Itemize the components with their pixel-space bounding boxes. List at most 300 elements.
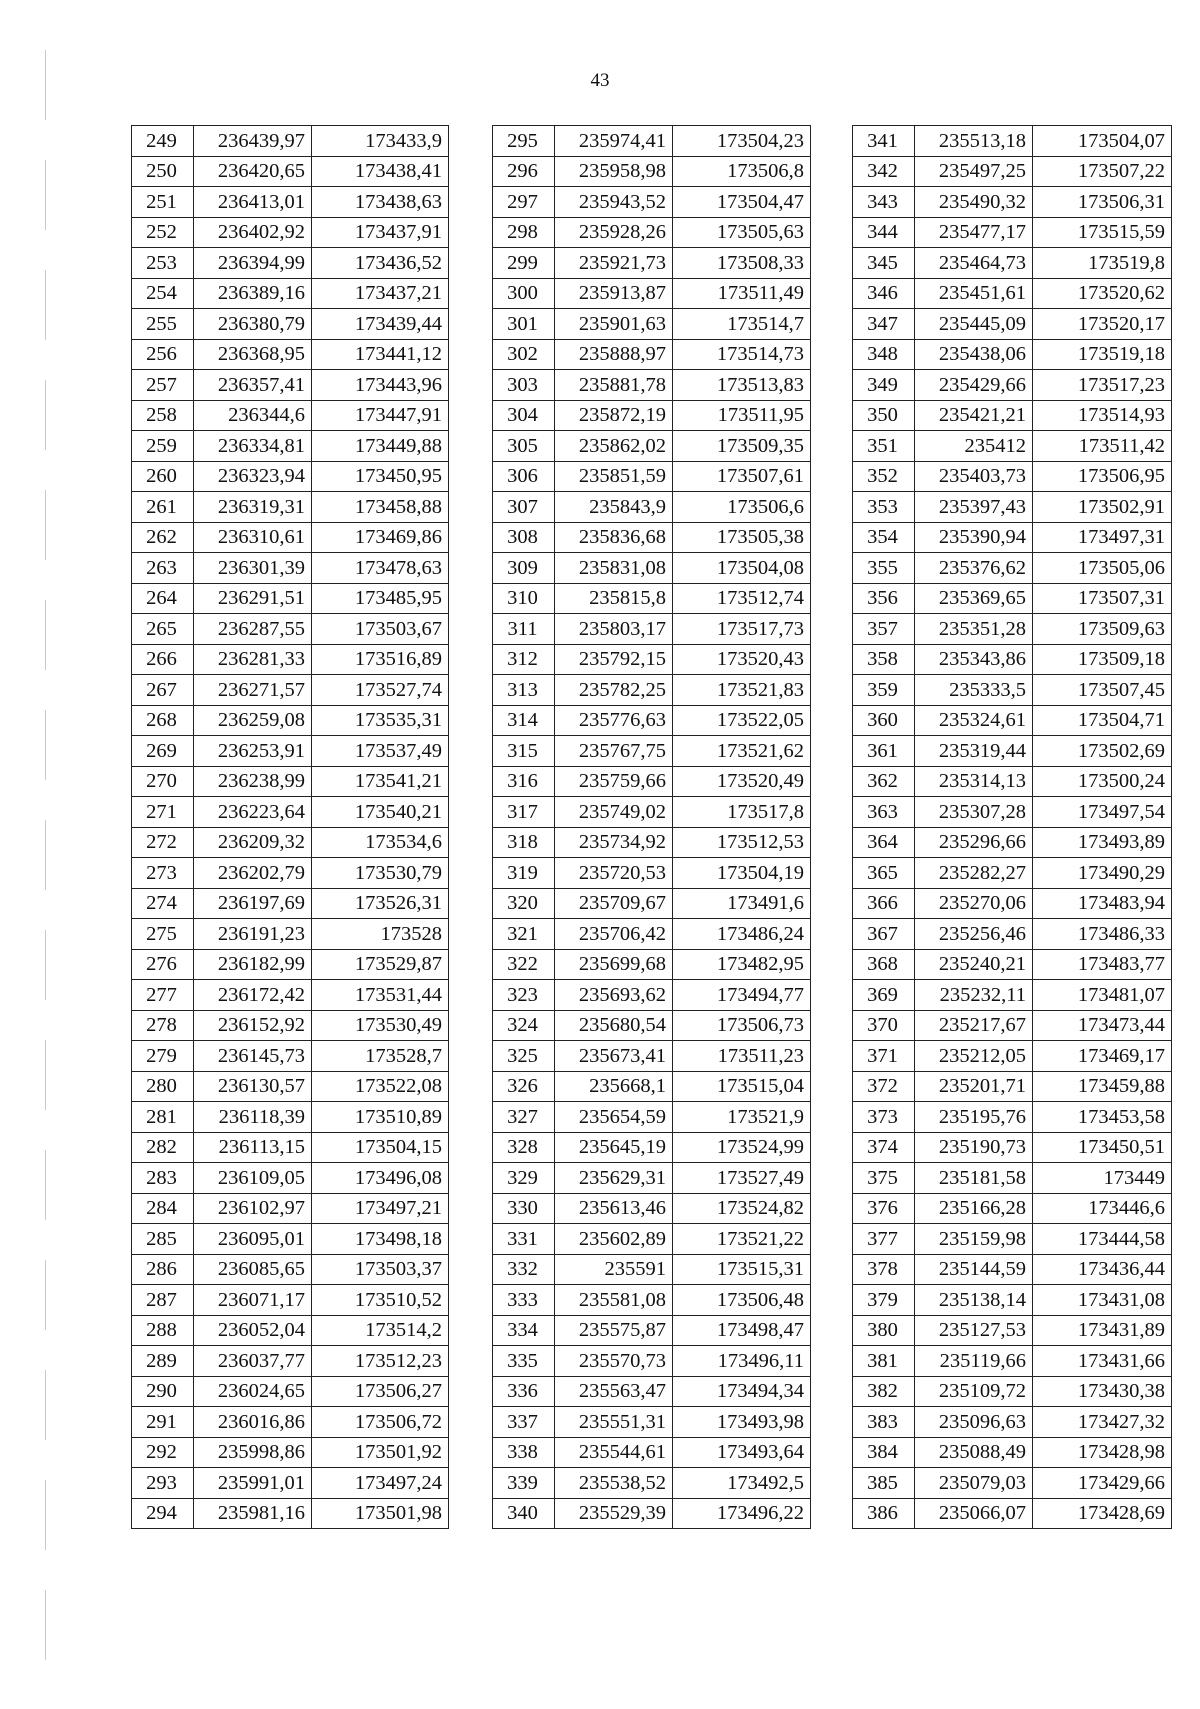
y-coordinate-cell: 173431,89 — [1033, 1315, 1172, 1346]
table-row — [853, 1315, 1172, 1346]
y-coordinate-cell: 173428,98 — [1033, 1437, 1172, 1468]
point-number-cell: 261 — [132, 492, 194, 523]
y-coordinate-cell: 173497,54 — [1033, 797, 1172, 828]
table-row — [493, 156, 811, 187]
table-row — [132, 705, 449, 736]
x-coordinate-cell: 236113,15 — [194, 1132, 312, 1163]
table-row — [493, 1437, 811, 1468]
point-number-cell: 330 — [493, 1193, 555, 1224]
x-coordinate-cell: 235581,08 — [555, 1285, 673, 1316]
y-coordinate-cell: 173502,69 — [1033, 736, 1172, 767]
x-coordinate-cell: 236024,65 — [194, 1376, 312, 1407]
y-coordinate-cell: 173514,7 — [673, 309, 811, 340]
x-coordinate-cell: 236389,16 — [194, 278, 312, 309]
table-row — [493, 278, 811, 309]
y-coordinate-cell: 173510,52 — [312, 1285, 449, 1316]
table-row — [493, 736, 811, 767]
table-row — [493, 1315, 811, 1346]
point-number-cell: 272 — [132, 827, 194, 858]
y-coordinate-cell: 173497,24 — [312, 1468, 449, 1499]
point-number-cell: 368 — [853, 949, 915, 980]
y-coordinate-cell: 173469,86 — [312, 522, 449, 553]
y-coordinate-cell: 173473,44 — [1033, 1010, 1172, 1041]
table-row — [493, 339, 811, 370]
x-coordinate-cell: 235307,28 — [915, 797, 1033, 828]
x-coordinate-cell: 235324,61 — [915, 705, 1033, 736]
point-number-cell: 290 — [132, 1376, 194, 1407]
x-coordinate-cell: 235066,07 — [915, 1498, 1033, 1529]
y-coordinate-cell: 173511,23 — [673, 1041, 811, 1072]
coordinates-table-1 — [131, 125, 449, 1529]
point-number-cell: 277 — [132, 980, 194, 1011]
x-coordinate-cell: 235709,67 — [555, 888, 673, 919]
y-coordinate-cell: 173534,6 — [312, 827, 449, 858]
point-number-cell: 319 — [493, 858, 555, 889]
point-number-cell: 337 — [493, 1407, 555, 1438]
y-coordinate-cell: 173508,33 — [673, 248, 811, 279]
table-row — [132, 1254, 449, 1285]
y-coordinate-cell: 173494,34 — [673, 1376, 811, 1407]
y-coordinate-cell: 173498,47 — [673, 1315, 811, 1346]
y-coordinate-cell: 173540,21 — [312, 797, 449, 828]
table-row — [493, 766, 811, 797]
y-coordinate-cell: 173429,66 — [1033, 1468, 1172, 1499]
y-coordinate-cell: 173520,43 — [673, 644, 811, 675]
point-number-cell: 324 — [493, 1010, 555, 1041]
point-number-cell: 270 — [132, 766, 194, 797]
x-coordinate-cell: 235403,73 — [915, 461, 1033, 492]
x-coordinate-cell: 236109,05 — [194, 1163, 312, 1194]
table-row — [132, 553, 449, 584]
point-number-cell: 287 — [132, 1285, 194, 1316]
x-coordinate-cell: 236291,51 — [194, 583, 312, 614]
table-row — [132, 858, 449, 889]
y-coordinate-cell: 173520,49 — [673, 766, 811, 797]
table-row — [853, 1285, 1172, 1316]
point-number-cell: 334 — [493, 1315, 555, 1346]
x-coordinate-cell: 235888,97 — [555, 339, 673, 370]
table-row — [493, 187, 811, 218]
x-coordinate-cell: 236301,39 — [194, 553, 312, 584]
x-coordinate-cell: 235513,18 — [915, 126, 1033, 157]
x-coordinate-cell: 235776,63 — [555, 705, 673, 736]
table-row — [493, 1498, 811, 1529]
x-coordinate-cell: 236202,79 — [194, 858, 312, 889]
x-coordinate-cell: 236439,97 — [194, 126, 312, 157]
y-coordinate-cell: 173524,99 — [673, 1132, 811, 1163]
point-number-cell: 289 — [132, 1346, 194, 1377]
table-row — [132, 1376, 449, 1407]
table-row — [132, 1285, 449, 1316]
point-number-cell: 295 — [493, 126, 555, 157]
table-row — [132, 583, 449, 614]
x-coordinate-cell: 235464,73 — [915, 248, 1033, 279]
point-number-cell: 257 — [132, 370, 194, 401]
point-number-cell: 346 — [853, 278, 915, 309]
y-coordinate-cell: 173447,91 — [312, 400, 449, 431]
table-row — [853, 1010, 1172, 1041]
x-coordinate-cell: 236344,6 — [194, 400, 312, 431]
point-number-cell: 352 — [853, 461, 915, 492]
table-row — [493, 1010, 811, 1041]
x-coordinate-cell: 236071,17 — [194, 1285, 312, 1316]
point-number-cell: 318 — [493, 827, 555, 858]
x-coordinate-cell: 236052,04 — [194, 1315, 312, 1346]
point-number-cell: 386 — [853, 1498, 915, 1529]
table-row — [853, 461, 1172, 492]
table-row — [493, 949, 811, 980]
point-number-cell: 263 — [132, 553, 194, 584]
x-coordinate-cell: 235943,52 — [555, 187, 673, 218]
x-coordinate-cell: 235991,01 — [194, 1468, 312, 1499]
point-number-cell: 366 — [853, 888, 915, 919]
y-coordinate-cell: 173521,9 — [673, 1102, 811, 1133]
table-row — [853, 1468, 1172, 1499]
point-number-cell: 322 — [493, 949, 555, 980]
x-coordinate-cell: 235881,78 — [555, 370, 673, 401]
point-number-cell: 262 — [132, 522, 194, 553]
point-number-cell: 342 — [853, 156, 915, 187]
table-row — [493, 827, 811, 858]
x-coordinate-cell: 235212,05 — [915, 1041, 1033, 1072]
point-number-cell: 267 — [132, 675, 194, 706]
y-coordinate-cell: 173516,89 — [312, 644, 449, 675]
x-coordinate-cell: 236271,57 — [194, 675, 312, 706]
x-coordinate-cell: 236368,95 — [194, 339, 312, 370]
y-coordinate-cell: 173515,04 — [673, 1071, 811, 1102]
x-coordinate-cell: 235497,25 — [915, 156, 1033, 187]
table-row — [132, 522, 449, 553]
x-coordinate-cell: 235921,73 — [555, 248, 673, 279]
point-number-cell: 296 — [493, 156, 555, 187]
table-row — [853, 217, 1172, 248]
y-coordinate-cell: 173436,52 — [312, 248, 449, 279]
point-number-cell: 266 — [132, 644, 194, 675]
table-row — [493, 980, 811, 1011]
x-coordinate-cell: 235282,27 — [915, 858, 1033, 889]
table-row — [853, 1407, 1172, 1438]
point-number-cell: 328 — [493, 1132, 555, 1163]
table-row — [493, 1041, 811, 1072]
point-number-cell: 379 — [853, 1285, 915, 1316]
table-row — [132, 1193, 449, 1224]
y-coordinate-cell: 173524,82 — [673, 1193, 811, 1224]
x-coordinate-cell: 235767,75 — [555, 736, 673, 767]
x-coordinate-cell: 235144,59 — [915, 1254, 1033, 1285]
point-number-cell: 345 — [853, 248, 915, 279]
x-coordinate-cell: 236016,86 — [194, 1407, 312, 1438]
x-coordinate-cell: 235232,11 — [915, 980, 1033, 1011]
point-number-cell: 300 — [493, 278, 555, 309]
table-row — [853, 492, 1172, 523]
x-coordinate-cell: 235412 — [915, 431, 1033, 462]
y-coordinate-cell: 173510,89 — [312, 1102, 449, 1133]
table-row — [493, 1346, 811, 1377]
y-coordinate-cell: 173504,19 — [673, 858, 811, 889]
x-coordinate-cell: 235088,49 — [915, 1437, 1033, 1468]
x-coordinate-cell: 236259,08 — [194, 705, 312, 736]
x-coordinate-cell: 235699,68 — [555, 949, 673, 980]
table-row — [493, 1102, 811, 1133]
table-row — [132, 187, 449, 218]
x-coordinate-cell: 235836,68 — [555, 522, 673, 553]
table-row — [493, 217, 811, 248]
point-number-cell: 344 — [853, 217, 915, 248]
y-coordinate-cell: 173517,73 — [673, 614, 811, 645]
x-coordinate-cell: 235803,17 — [555, 614, 673, 645]
y-coordinate-cell: 173506,27 — [312, 1376, 449, 1407]
table-row — [853, 156, 1172, 187]
x-coordinate-cell: 236238,99 — [194, 766, 312, 797]
point-number-cell: 358 — [853, 644, 915, 675]
point-number-cell: 311 — [493, 614, 555, 645]
table-row — [853, 1102, 1172, 1133]
y-coordinate-cell: 173520,17 — [1033, 309, 1172, 340]
y-coordinate-cell: 173498,18 — [312, 1224, 449, 1255]
point-number-cell: 331 — [493, 1224, 555, 1255]
table-row — [493, 1163, 811, 1194]
x-coordinate-cell: 236420,65 — [194, 156, 312, 187]
y-coordinate-cell: 173504,08 — [673, 553, 811, 584]
table-row — [132, 1224, 449, 1255]
table-row — [132, 736, 449, 767]
x-coordinate-cell: 235240,21 — [915, 949, 1033, 980]
table-row — [132, 339, 449, 370]
table-row — [132, 156, 449, 187]
x-coordinate-cell: 235613,46 — [555, 1193, 673, 1224]
point-number-cell: 367 — [853, 919, 915, 950]
y-coordinate-cell: 173506,95 — [1033, 461, 1172, 492]
point-number-cell: 274 — [132, 888, 194, 919]
y-coordinate-cell: 173450,51 — [1033, 1132, 1172, 1163]
y-coordinate-cell: 173512,53 — [673, 827, 811, 858]
y-coordinate-cell: 173522,08 — [312, 1071, 449, 1102]
y-coordinate-cell: 173483,94 — [1033, 888, 1172, 919]
x-coordinate-cell: 235079,03 — [915, 1468, 1033, 1499]
table-row — [132, 1346, 449, 1377]
x-coordinate-cell: 235591 — [555, 1254, 673, 1285]
point-number-cell: 291 — [132, 1407, 194, 1438]
point-number-cell: 275 — [132, 919, 194, 950]
table-row — [132, 919, 449, 950]
x-coordinate-cell: 235734,92 — [555, 827, 673, 858]
x-coordinate-cell: 236118,39 — [194, 1102, 312, 1133]
x-coordinate-cell: 235296,66 — [915, 827, 1033, 858]
point-number-cell: 372 — [853, 1071, 915, 1102]
point-number-cell: 356 — [853, 583, 915, 614]
y-coordinate-cell: 173506,6 — [673, 492, 811, 523]
table-row — [853, 1254, 1172, 1285]
table-row — [132, 1498, 449, 1529]
y-coordinate-cell: 173492,5 — [673, 1468, 811, 1499]
point-number-cell: 281 — [132, 1102, 194, 1133]
y-coordinate-cell: 173517,8 — [673, 797, 811, 828]
point-number-cell: 304 — [493, 400, 555, 431]
y-coordinate-cell: 173493,64 — [673, 1437, 811, 1468]
x-coordinate-cell: 236102,97 — [194, 1193, 312, 1224]
y-coordinate-cell: 173504,15 — [312, 1132, 449, 1163]
point-number-cell: 265 — [132, 614, 194, 645]
x-coordinate-cell: 235490,32 — [915, 187, 1033, 218]
point-number-cell: 253 — [132, 248, 194, 279]
y-coordinate-cell: 173497,31 — [1033, 522, 1172, 553]
point-number-cell: 249 — [132, 126, 194, 157]
x-coordinate-cell: 235563,47 — [555, 1376, 673, 1407]
y-coordinate-cell: 173514,2 — [312, 1315, 449, 1346]
table-row — [132, 1437, 449, 1468]
x-coordinate-cell: 236085,65 — [194, 1254, 312, 1285]
table-row — [853, 1498, 1172, 1529]
y-coordinate-cell: 173530,49 — [312, 1010, 449, 1041]
y-coordinate-cell: 173512,74 — [673, 583, 811, 614]
y-coordinate-cell: 173431,66 — [1033, 1346, 1172, 1377]
x-coordinate-cell: 235529,39 — [555, 1498, 673, 1529]
x-coordinate-cell: 236319,31 — [194, 492, 312, 523]
x-coordinate-cell: 235314,13 — [915, 766, 1033, 797]
y-coordinate-cell: 173469,17 — [1033, 1041, 1172, 1072]
point-number-cell: 307 — [493, 492, 555, 523]
point-number-cell: 353 — [853, 492, 915, 523]
x-coordinate-cell: 235749,02 — [555, 797, 673, 828]
y-coordinate-cell: 173505,06 — [1033, 553, 1172, 584]
y-coordinate-cell: 173515,59 — [1033, 217, 1172, 248]
table-row — [493, 1468, 811, 1499]
y-coordinate-cell: 173506,48 — [673, 1285, 811, 1316]
y-coordinate-cell: 173478,63 — [312, 553, 449, 584]
coordinates-table-2 — [492, 125, 811, 1529]
x-coordinate-cell: 235166,28 — [915, 1193, 1033, 1224]
point-number-cell: 252 — [132, 217, 194, 248]
x-coordinate-cell: 235668,1 — [555, 1071, 673, 1102]
x-coordinate-cell: 236281,33 — [194, 644, 312, 675]
x-coordinate-cell: 235575,87 — [555, 1315, 673, 1346]
y-coordinate-cell: 173530,79 — [312, 858, 449, 889]
x-coordinate-cell: 236130,57 — [194, 1071, 312, 1102]
y-coordinate-cell: 173449 — [1033, 1163, 1172, 1194]
y-coordinate-cell: 173527,49 — [673, 1163, 811, 1194]
table-row — [132, 1407, 449, 1438]
point-number-cell: 350 — [853, 400, 915, 431]
point-number-cell: 269 — [132, 736, 194, 767]
point-number-cell: 347 — [853, 309, 915, 340]
y-coordinate-cell: 173511,95 — [673, 400, 811, 431]
point-number-cell: 375 — [853, 1163, 915, 1194]
y-coordinate-cell: 173511,42 — [1033, 431, 1172, 462]
point-number-cell: 380 — [853, 1315, 915, 1346]
point-number-cell: 312 — [493, 644, 555, 675]
point-number-cell: 301 — [493, 309, 555, 340]
point-number-cell: 298 — [493, 217, 555, 248]
point-number-cell: 279 — [132, 1041, 194, 1072]
table-row — [853, 309, 1172, 340]
y-coordinate-cell: 173513,83 — [673, 370, 811, 401]
table-row — [853, 1193, 1172, 1224]
y-coordinate-cell: 173438,41 — [312, 156, 449, 187]
y-coordinate-cell: 173504,47 — [673, 187, 811, 218]
y-coordinate-cell: 173501,92 — [312, 1437, 449, 1468]
x-coordinate-cell: 235815,8 — [555, 583, 673, 614]
x-coordinate-cell: 235195,76 — [915, 1102, 1033, 1133]
y-coordinate-cell: 173507,22 — [1033, 156, 1172, 187]
y-coordinate-cell: 173519,18 — [1033, 339, 1172, 370]
y-coordinate-cell: 173501,98 — [312, 1498, 449, 1529]
table-row — [853, 919, 1172, 950]
table-row — [493, 1132, 811, 1163]
table-row — [853, 553, 1172, 584]
table-row — [132, 1468, 449, 1499]
x-coordinate-cell: 235438,06 — [915, 339, 1033, 370]
y-coordinate-cell: 173441,12 — [312, 339, 449, 370]
x-coordinate-cell: 236334,81 — [194, 431, 312, 462]
point-number-cell: 336 — [493, 1376, 555, 1407]
y-coordinate-cell: 173503,67 — [312, 614, 449, 645]
x-coordinate-cell: 235831,08 — [555, 553, 673, 584]
point-number-cell: 264 — [132, 583, 194, 614]
x-coordinate-cell: 236037,77 — [194, 1346, 312, 1377]
point-number-cell: 371 — [853, 1041, 915, 1072]
table-row — [493, 492, 811, 523]
table-row — [853, 980, 1172, 1011]
point-number-cell: 385 — [853, 1468, 915, 1499]
y-coordinate-cell: 173486,33 — [1033, 919, 1172, 950]
point-number-cell: 259 — [132, 431, 194, 462]
y-coordinate-cell: 173521,22 — [673, 1224, 811, 1255]
point-number-cell: 280 — [132, 1071, 194, 1102]
table-row — [493, 614, 811, 645]
point-number-cell: 288 — [132, 1315, 194, 1346]
x-coordinate-cell: 235201,71 — [915, 1071, 1033, 1102]
x-coordinate-cell: 236380,79 — [194, 309, 312, 340]
x-coordinate-cell: 235256,46 — [915, 919, 1033, 950]
x-coordinate-cell: 235862,02 — [555, 431, 673, 462]
table-row — [132, 431, 449, 462]
y-coordinate-cell: 173428,69 — [1033, 1498, 1172, 1529]
x-coordinate-cell: 236145,73 — [194, 1041, 312, 1072]
table-row — [493, 553, 811, 584]
point-number-cell: 339 — [493, 1468, 555, 1499]
point-number-cell: 294 — [132, 1498, 194, 1529]
x-coordinate-cell: 236182,99 — [194, 949, 312, 980]
page-number: 43 — [590, 70, 610, 91]
y-coordinate-cell: 173506,72 — [312, 1407, 449, 1438]
x-coordinate-cell: 235792,15 — [555, 644, 673, 675]
y-coordinate-cell: 173449,88 — [312, 431, 449, 462]
x-coordinate-cell: 236253,91 — [194, 736, 312, 767]
x-coordinate-cell: 235397,43 — [915, 492, 1033, 523]
table-row — [853, 370, 1172, 401]
table-row — [132, 370, 449, 401]
x-coordinate-cell: 235851,59 — [555, 461, 673, 492]
point-number-cell: 340 — [493, 1498, 555, 1529]
point-number-cell: 309 — [493, 553, 555, 584]
x-coordinate-cell: 235693,62 — [555, 980, 673, 1011]
y-coordinate-cell: 173504,07 — [1033, 126, 1172, 157]
x-coordinate-cell: 236095,01 — [194, 1224, 312, 1255]
x-coordinate-cell: 235673,41 — [555, 1041, 673, 1072]
y-coordinate-cell: 173521,62 — [673, 736, 811, 767]
table-row — [853, 949, 1172, 980]
y-coordinate-cell: 173437,21 — [312, 278, 449, 309]
table-row — [132, 1132, 449, 1163]
y-coordinate-cell: 173481,07 — [1033, 980, 1172, 1011]
x-coordinate-cell: 235843,9 — [555, 492, 673, 523]
x-coordinate-cell: 235782,25 — [555, 675, 673, 706]
point-number-cell: 369 — [853, 980, 915, 1011]
point-number-cell: 333 — [493, 1285, 555, 1316]
table-row — [853, 1163, 1172, 1194]
y-coordinate-cell: 173512,23 — [312, 1346, 449, 1377]
table-row — [493, 1071, 811, 1102]
